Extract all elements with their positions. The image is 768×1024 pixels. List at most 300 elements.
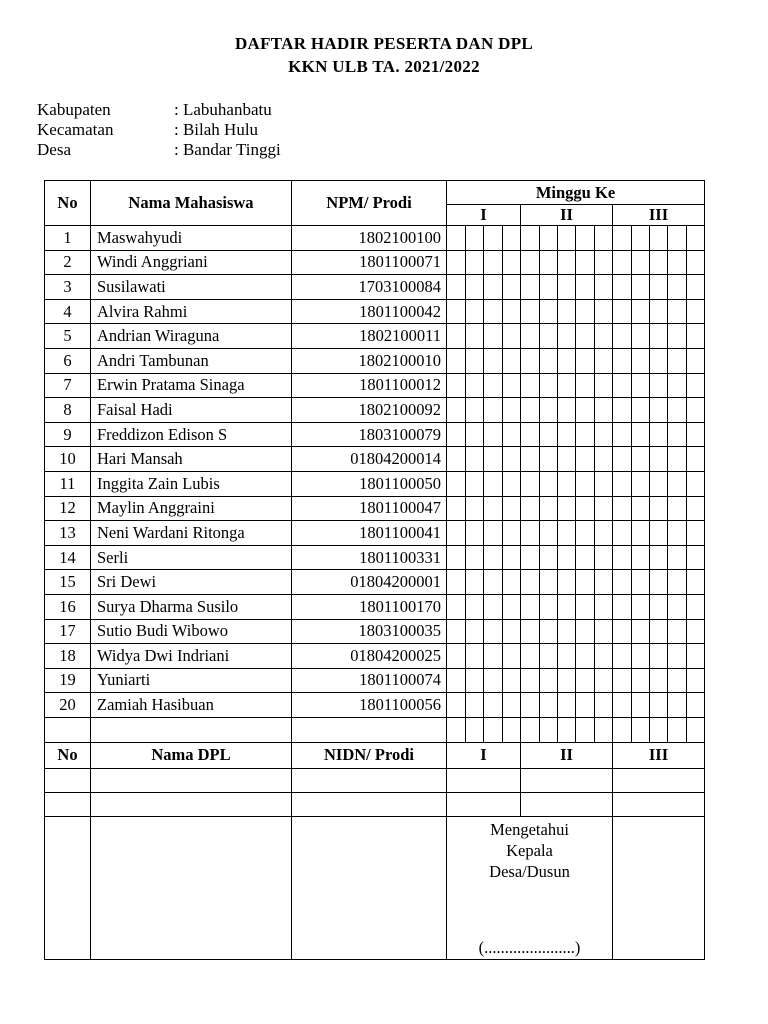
empty-cell[interactable]	[650, 717, 668, 742]
attendance-check-cell[interactable]	[447, 299, 466, 324]
attendance-check-cell[interactable]	[650, 398, 668, 423]
attendance-check-cell[interactable]	[484, 496, 503, 521]
attendance-check-cell[interactable]	[466, 668, 484, 693]
attendance-check-cell[interactable]	[521, 496, 540, 521]
attendance-check-cell[interactable]	[595, 250, 613, 275]
attendance-check-cell[interactable]	[521, 226, 540, 251]
attendance-check-cell[interactable]	[613, 693, 632, 718]
attendance-check-cell[interactable]	[668, 250, 687, 275]
attendance-check-cell[interactable]	[558, 299, 576, 324]
attendance-check-cell[interactable]	[632, 226, 650, 251]
attendance-check-cell[interactable]	[558, 324, 576, 349]
attendance-check-cell[interactable]	[558, 644, 576, 669]
attendance-check-cell[interactable]	[687, 422, 705, 447]
empty-cell[interactable]	[521, 717, 540, 742]
attendance-check-cell[interactable]	[632, 471, 650, 496]
attendance-check-cell[interactable]	[466, 570, 484, 595]
attendance-check-cell[interactable]	[521, 398, 540, 423]
attendance-check-cell[interactable]	[687, 275, 705, 300]
attendance-check-cell[interactable]	[484, 521, 503, 546]
attendance-check-cell[interactable]	[484, 471, 503, 496]
attendance-check-cell[interactable]	[484, 226, 503, 251]
attendance-check-cell[interactable]	[668, 496, 687, 521]
attendance-check-cell[interactable]	[650, 324, 668, 349]
attendance-check-cell[interactable]	[595, 471, 613, 496]
attendance-check-cell[interactable]	[613, 668, 632, 693]
attendance-check-cell[interactable]	[521, 471, 540, 496]
attendance-check-cell[interactable]	[687, 398, 705, 423]
attendance-check-cell[interactable]	[540, 668, 558, 693]
attendance-check-cell[interactable]	[668, 693, 687, 718]
attendance-check-cell[interactable]	[668, 348, 687, 373]
attendance-check-cell[interactable]	[521, 299, 540, 324]
attendance-check-cell[interactable]	[576, 275, 595, 300]
attendance-check-cell[interactable]	[558, 250, 576, 275]
attendance-check-cell[interactable]	[595, 275, 613, 300]
attendance-check-cell[interactable]	[632, 250, 650, 275]
empty-cell[interactable]	[595, 717, 613, 742]
empty-cell[interactable]	[447, 717, 466, 742]
attendance-check-cell[interactable]	[576, 570, 595, 595]
attendance-check-cell[interactable]	[466, 250, 484, 275]
attendance-check-cell[interactable]	[466, 422, 484, 447]
attendance-check-cell[interactable]	[576, 693, 595, 718]
attendance-check-cell[interactable]	[466, 373, 484, 398]
dpl-no-cell[interactable]	[45, 792, 91, 816]
attendance-check-cell[interactable]	[503, 226, 521, 251]
attendance-check-cell[interactable]	[540, 422, 558, 447]
attendance-check-cell[interactable]	[632, 594, 650, 619]
attendance-check-cell[interactable]	[668, 471, 687, 496]
attendance-check-cell[interactable]	[613, 324, 632, 349]
attendance-check-cell[interactable]	[540, 545, 558, 570]
attendance-check-cell[interactable]	[595, 496, 613, 521]
attendance-check-cell[interactable]	[668, 422, 687, 447]
attendance-check-cell[interactable]	[558, 619, 576, 644]
attendance-check-cell[interactable]	[576, 521, 595, 546]
attendance-check-cell[interactable]	[632, 570, 650, 595]
attendance-check-cell[interactable]	[466, 398, 484, 423]
attendance-check-cell[interactable]	[595, 668, 613, 693]
attendance-check-cell[interactable]	[540, 324, 558, 349]
dpl-name-cell[interactable]	[91, 792, 292, 816]
empty-cell[interactable]	[540, 717, 558, 742]
attendance-check-cell[interactable]	[521, 644, 540, 669]
attendance-check-cell[interactable]	[484, 693, 503, 718]
attendance-check-cell[interactable]	[484, 373, 503, 398]
attendance-check-cell[interactable]	[447, 422, 466, 447]
attendance-check-cell[interactable]	[521, 594, 540, 619]
attendance-check-cell[interactable]	[503, 668, 521, 693]
attendance-check-cell[interactable]	[687, 521, 705, 546]
attendance-check-cell[interactable]	[632, 299, 650, 324]
attendance-check-cell[interactable]	[484, 594, 503, 619]
attendance-check-cell[interactable]	[466, 299, 484, 324]
attendance-check-cell[interactable]	[521, 447, 540, 472]
attendance-check-cell[interactable]	[632, 644, 650, 669]
attendance-check-cell[interactable]	[484, 545, 503, 570]
attendance-check-cell[interactable]	[650, 373, 668, 398]
attendance-check-cell[interactable]	[521, 324, 540, 349]
dpl-week-cell[interactable]	[447, 768, 521, 792]
attendance-check-cell[interactable]	[466, 496, 484, 521]
attendance-check-cell[interactable]	[466, 693, 484, 718]
attendance-check-cell[interactable]	[632, 447, 650, 472]
attendance-check-cell[interactable]	[540, 496, 558, 521]
attendance-check-cell[interactable]	[650, 250, 668, 275]
attendance-check-cell[interactable]	[503, 644, 521, 669]
attendance-check-cell[interactable]	[540, 226, 558, 251]
attendance-check-cell[interactable]	[466, 471, 484, 496]
attendance-check-cell[interactable]	[632, 324, 650, 349]
attendance-check-cell[interactable]	[650, 570, 668, 595]
attendance-check-cell[interactable]	[484, 299, 503, 324]
attendance-check-cell[interactable]	[503, 398, 521, 423]
attendance-check-cell[interactable]	[503, 275, 521, 300]
attendance-check-cell[interactable]	[503, 521, 521, 546]
attendance-check-cell[interactable]	[613, 299, 632, 324]
attendance-check-cell[interactable]	[447, 471, 466, 496]
attendance-check-cell[interactable]	[521, 250, 540, 275]
attendance-check-cell[interactable]	[521, 521, 540, 546]
attendance-check-cell[interactable]	[503, 250, 521, 275]
attendance-check-cell[interactable]	[576, 471, 595, 496]
attendance-check-cell[interactable]	[595, 619, 613, 644]
attendance-check-cell[interactable]	[521, 348, 540, 373]
attendance-check-cell[interactable]	[613, 348, 632, 373]
empty-cell[interactable]	[687, 717, 705, 742]
attendance-check-cell[interactable]	[558, 373, 576, 398]
attendance-check-cell[interactable]	[576, 496, 595, 521]
attendance-check-cell[interactable]	[613, 250, 632, 275]
attendance-check-cell[interactable]	[613, 398, 632, 423]
empty-cell[interactable]	[613, 717, 632, 742]
dpl-nidn-cell[interactable]	[292, 792, 447, 816]
attendance-check-cell[interactable]	[447, 545, 466, 570]
attendance-check-cell[interactable]	[466, 619, 484, 644]
attendance-check-cell[interactable]	[576, 373, 595, 398]
attendance-check-cell[interactable]	[521, 373, 540, 398]
attendance-check-cell[interactable]	[650, 226, 668, 251]
attendance-check-cell[interactable]	[613, 447, 632, 472]
attendance-check-cell[interactable]	[613, 644, 632, 669]
attendance-check-cell[interactable]	[613, 422, 632, 447]
attendance-check-cell[interactable]	[687, 447, 705, 472]
attendance-check-cell[interactable]	[650, 693, 668, 718]
attendance-check-cell[interactable]	[503, 299, 521, 324]
attendance-check-cell[interactable]	[447, 226, 466, 251]
attendance-check-cell[interactable]	[540, 348, 558, 373]
attendance-check-cell[interactable]	[650, 619, 668, 644]
attendance-check-cell[interactable]	[613, 373, 632, 398]
attendance-check-cell[interactable]	[595, 693, 613, 718]
attendance-check-cell[interactable]	[668, 594, 687, 619]
dpl-week-cell[interactable]	[613, 768, 705, 792]
attendance-check-cell[interactable]	[447, 570, 466, 595]
attendance-check-cell[interactable]	[558, 521, 576, 546]
attendance-check-cell[interactable]	[668, 324, 687, 349]
attendance-check-cell[interactable]	[540, 447, 558, 472]
attendance-check-cell[interactable]	[632, 668, 650, 693]
attendance-check-cell[interactable]	[650, 299, 668, 324]
attendance-check-cell[interactable]	[595, 422, 613, 447]
attendance-check-cell[interactable]	[687, 693, 705, 718]
attendance-check-cell[interactable]	[540, 250, 558, 275]
dpl-name-cell[interactable]	[91, 768, 292, 792]
attendance-check-cell[interactable]	[447, 324, 466, 349]
attendance-check-cell[interactable]	[613, 521, 632, 546]
attendance-check-cell[interactable]	[447, 619, 466, 644]
dpl-week-cell[interactable]	[613, 792, 705, 816]
attendance-check-cell[interactable]	[650, 348, 668, 373]
attendance-check-cell[interactable]	[650, 447, 668, 472]
attendance-check-cell[interactable]	[484, 398, 503, 423]
attendance-check-cell[interactable]	[668, 373, 687, 398]
attendance-check-cell[interactable]	[447, 447, 466, 472]
attendance-check-cell[interactable]	[503, 594, 521, 619]
attendance-check-cell[interactable]	[540, 619, 558, 644]
attendance-check-cell[interactable]	[466, 644, 484, 669]
attendance-check-cell[interactable]	[447, 250, 466, 275]
attendance-check-cell[interactable]	[503, 619, 521, 644]
attendance-check-cell[interactable]	[576, 668, 595, 693]
attendance-check-cell[interactable]	[595, 447, 613, 472]
attendance-check-cell[interactable]	[576, 250, 595, 275]
dpl-no-cell[interactable]	[45, 768, 91, 792]
attendance-check-cell[interactable]	[466, 521, 484, 546]
attendance-check-cell[interactable]	[484, 447, 503, 472]
attendance-check-cell[interactable]	[668, 447, 687, 472]
attendance-check-cell[interactable]	[613, 496, 632, 521]
attendance-check-cell[interactable]	[668, 398, 687, 423]
attendance-check-cell[interactable]	[540, 521, 558, 546]
attendance-check-cell[interactable]	[558, 570, 576, 595]
attendance-check-cell[interactable]	[595, 594, 613, 619]
attendance-check-cell[interactable]	[687, 324, 705, 349]
attendance-check-cell[interactable]	[613, 594, 632, 619]
attendance-check-cell[interactable]	[540, 594, 558, 619]
attendance-check-cell[interactable]	[521, 570, 540, 595]
attendance-check-cell[interactable]	[521, 422, 540, 447]
attendance-check-cell[interactable]	[484, 619, 503, 644]
attendance-check-cell[interactable]	[466, 275, 484, 300]
attendance-check-cell[interactable]	[521, 275, 540, 300]
attendance-check-cell[interactable]	[613, 545, 632, 570]
attendance-check-cell[interactable]	[503, 545, 521, 570]
attendance-check-cell[interactable]	[521, 668, 540, 693]
attendance-check-cell[interactable]	[503, 693, 521, 718]
attendance-check-cell[interactable]	[632, 275, 650, 300]
attendance-check-cell[interactable]	[687, 471, 705, 496]
attendance-check-cell[interactable]	[595, 521, 613, 546]
attendance-check-cell[interactable]	[558, 471, 576, 496]
attendance-check-cell[interactable]	[650, 594, 668, 619]
attendance-check-cell[interactable]	[558, 668, 576, 693]
attendance-check-cell[interactable]	[540, 471, 558, 496]
attendance-check-cell[interactable]	[687, 644, 705, 669]
attendance-check-cell[interactable]	[595, 644, 613, 669]
attendance-check-cell[interactable]	[632, 693, 650, 718]
attendance-check-cell[interactable]	[668, 545, 687, 570]
attendance-check-cell[interactable]	[613, 619, 632, 644]
attendance-check-cell[interactable]	[595, 299, 613, 324]
attendance-check-cell[interactable]	[687, 226, 705, 251]
attendance-check-cell[interactable]	[687, 668, 705, 693]
attendance-check-cell[interactable]	[687, 570, 705, 595]
attendance-check-cell[interactable]	[595, 373, 613, 398]
dpl-nidn-cell[interactable]	[292, 768, 447, 792]
attendance-check-cell[interactable]	[650, 545, 668, 570]
attendance-check-cell[interactable]	[650, 644, 668, 669]
attendance-check-cell[interactable]	[466, 348, 484, 373]
attendance-check-cell[interactable]	[484, 644, 503, 669]
attendance-check-cell[interactable]	[576, 422, 595, 447]
attendance-check-cell[interactable]	[503, 471, 521, 496]
attendance-check-cell[interactable]	[576, 299, 595, 324]
attendance-check-cell[interactable]	[576, 447, 595, 472]
attendance-check-cell[interactable]	[576, 324, 595, 349]
attendance-check-cell[interactable]	[650, 496, 668, 521]
attendance-check-cell[interactable]	[576, 619, 595, 644]
attendance-check-cell[interactable]	[503, 373, 521, 398]
attendance-check-cell[interactable]	[632, 348, 650, 373]
dpl-week-cell[interactable]	[521, 792, 613, 816]
attendance-check-cell[interactable]	[687, 496, 705, 521]
attendance-check-cell[interactable]	[668, 299, 687, 324]
attendance-check-cell[interactable]	[447, 521, 466, 546]
attendance-check-cell[interactable]	[466, 594, 484, 619]
attendance-check-cell[interactable]	[466, 545, 484, 570]
attendance-check-cell[interactable]	[668, 619, 687, 644]
empty-cell[interactable]	[484, 717, 503, 742]
attendance-check-cell[interactable]	[540, 693, 558, 718]
attendance-check-cell[interactable]	[484, 348, 503, 373]
attendance-check-cell[interactable]	[558, 348, 576, 373]
attendance-check-cell[interactable]	[632, 545, 650, 570]
attendance-check-cell[interactable]	[484, 422, 503, 447]
empty-cell[interactable]	[503, 717, 521, 742]
attendance-check-cell[interactable]	[558, 447, 576, 472]
attendance-check-cell[interactable]	[447, 693, 466, 718]
attendance-check-cell[interactable]	[447, 594, 466, 619]
attendance-check-cell[interactable]	[576, 398, 595, 423]
attendance-check-cell[interactable]	[632, 422, 650, 447]
attendance-check-cell[interactable]	[687, 299, 705, 324]
attendance-check-cell[interactable]	[484, 668, 503, 693]
dpl-week-cell[interactable]	[447, 792, 521, 816]
attendance-check-cell[interactable]	[576, 226, 595, 251]
attendance-check-cell[interactable]	[447, 348, 466, 373]
attendance-check-cell[interactable]	[613, 226, 632, 251]
attendance-check-cell[interactable]	[484, 250, 503, 275]
attendance-check-cell[interactable]	[595, 226, 613, 251]
attendance-check-cell[interactable]	[668, 570, 687, 595]
empty-cell[interactable]	[91, 717, 292, 742]
empty-cell[interactable]	[576, 717, 595, 742]
attendance-check-cell[interactable]	[613, 275, 632, 300]
attendance-check-cell[interactable]	[668, 226, 687, 251]
attendance-check-cell[interactable]	[595, 570, 613, 595]
attendance-check-cell[interactable]	[558, 398, 576, 423]
attendance-check-cell[interactable]	[503, 496, 521, 521]
attendance-check-cell[interactable]	[540, 275, 558, 300]
attendance-check-cell[interactable]	[558, 496, 576, 521]
attendance-check-cell[interactable]	[650, 422, 668, 447]
attendance-check-cell[interactable]	[521, 619, 540, 644]
attendance-check-cell[interactable]	[687, 619, 705, 644]
attendance-check-cell[interactable]	[447, 275, 466, 300]
attendance-check-cell[interactable]	[540, 398, 558, 423]
attendance-check-cell[interactable]	[484, 570, 503, 595]
empty-cell[interactable]	[466, 717, 484, 742]
attendance-check-cell[interactable]	[558, 226, 576, 251]
attendance-check-cell[interactable]	[503, 570, 521, 595]
attendance-check-cell[interactable]	[613, 570, 632, 595]
attendance-check-cell[interactable]	[558, 545, 576, 570]
empty-cell[interactable]	[292, 717, 447, 742]
attendance-check-cell[interactable]	[650, 471, 668, 496]
attendance-check-cell[interactable]	[540, 299, 558, 324]
attendance-check-cell[interactable]	[484, 275, 503, 300]
attendance-check-cell[interactable]	[632, 496, 650, 521]
attendance-check-cell[interactable]	[650, 521, 668, 546]
empty-cell[interactable]	[558, 717, 576, 742]
attendance-check-cell[interactable]	[595, 545, 613, 570]
attendance-check-cell[interactable]	[484, 324, 503, 349]
attendance-check-cell[interactable]	[668, 275, 687, 300]
attendance-check-cell[interactable]	[595, 398, 613, 423]
attendance-check-cell[interactable]	[540, 644, 558, 669]
attendance-check-cell[interactable]	[595, 324, 613, 349]
attendance-check-cell[interactable]	[447, 496, 466, 521]
attendance-check-cell[interactable]	[466, 324, 484, 349]
attendance-check-cell[interactable]	[650, 668, 668, 693]
attendance-check-cell[interactable]	[466, 447, 484, 472]
attendance-check-cell[interactable]	[576, 644, 595, 669]
attendance-check-cell[interactable]	[558, 693, 576, 718]
attendance-check-cell[interactable]	[576, 594, 595, 619]
attendance-check-cell[interactable]	[447, 668, 466, 693]
attendance-check-cell[interactable]	[540, 373, 558, 398]
attendance-check-cell[interactable]	[687, 545, 705, 570]
attendance-check-cell[interactable]	[466, 226, 484, 251]
attendance-check-cell[interactable]	[576, 348, 595, 373]
attendance-check-cell[interactable]	[447, 373, 466, 398]
empty-cell[interactable]	[632, 717, 650, 742]
attendance-check-cell[interactable]	[503, 422, 521, 447]
attendance-check-cell[interactable]	[632, 619, 650, 644]
attendance-check-cell[interactable]	[668, 668, 687, 693]
attendance-check-cell[interactable]	[632, 398, 650, 423]
attendance-check-cell[interactable]	[650, 275, 668, 300]
attendance-check-cell[interactable]	[503, 324, 521, 349]
attendance-check-cell[interactable]	[558, 275, 576, 300]
attendance-check-cell[interactable]	[632, 373, 650, 398]
attendance-check-cell[interactable]	[687, 594, 705, 619]
attendance-check-cell[interactable]	[613, 471, 632, 496]
empty-cell[interactable]	[668, 717, 687, 742]
dpl-week-cell[interactable]	[521, 768, 613, 792]
attendance-check-cell[interactable]	[687, 373, 705, 398]
attendance-check-cell[interactable]	[447, 398, 466, 423]
attendance-check-cell[interactable]	[447, 644, 466, 669]
attendance-check-cell[interactable]	[687, 348, 705, 373]
attendance-check-cell[interactable]	[558, 594, 576, 619]
attendance-check-cell[interactable]	[632, 521, 650, 546]
attendance-check-cell[interactable]	[668, 521, 687, 546]
attendance-check-cell[interactable]	[540, 570, 558, 595]
attendance-check-cell[interactable]	[576, 545, 595, 570]
